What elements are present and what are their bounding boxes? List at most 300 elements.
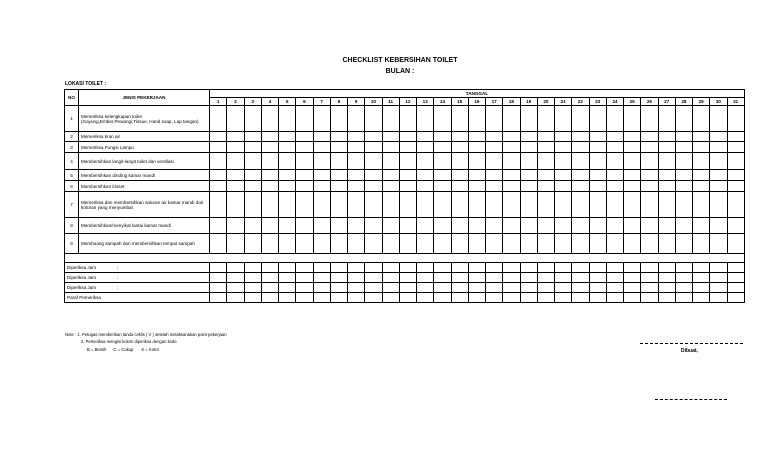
check-cell[interactable] <box>589 181 606 192</box>
check-cell[interactable] <box>382 142 399 153</box>
check-cell[interactable] <box>572 142 589 153</box>
check-cell[interactable] <box>261 142 278 153</box>
check-cell[interactable] <box>658 106 675 132</box>
check-cell[interactable] <box>365 153 382 170</box>
inspection-cell[interactable] <box>624 263 641 273</box>
inspection-cell[interactable] <box>227 273 244 283</box>
check-cell[interactable] <box>520 106 537 132</box>
check-cell[interactable] <box>348 181 365 192</box>
check-cell[interactable] <box>296 192 313 218</box>
inspection-cell[interactable] <box>624 273 641 283</box>
inspection-cell[interactable] <box>313 273 330 283</box>
check-cell[interactable] <box>313 106 330 132</box>
check-cell[interactable] <box>727 106 744 132</box>
check-cell[interactable] <box>572 218 589 234</box>
check-cell[interactable] <box>382 153 399 170</box>
check-cell[interactable] <box>520 181 537 192</box>
inspection-cell[interactable] <box>365 283 382 293</box>
check-cell[interactable] <box>675 106 692 132</box>
check-cell[interactable] <box>330 142 347 153</box>
check-cell[interactable] <box>210 170 227 181</box>
check-cell[interactable] <box>417 218 434 234</box>
check-cell[interactable] <box>641 153 658 170</box>
check-cell[interactable] <box>348 218 365 234</box>
check-cell[interactable] <box>572 106 589 132</box>
check-cell[interactable] <box>296 132 313 142</box>
check-cell[interactable] <box>520 142 537 153</box>
check-cell[interactable] <box>727 192 744 218</box>
check-cell[interactable] <box>503 234 520 254</box>
check-cell[interactable] <box>572 181 589 192</box>
check-cell[interactable] <box>417 142 434 153</box>
check-cell[interactable] <box>486 218 503 234</box>
check-cell[interactable] <box>503 218 520 234</box>
inspection-cell[interactable] <box>675 293 692 303</box>
inspection-cell[interactable] <box>313 293 330 303</box>
check-cell[interactable] <box>434 106 451 132</box>
check-cell[interactable] <box>658 153 675 170</box>
check-cell[interactable] <box>279 153 296 170</box>
check-cell[interactable] <box>382 170 399 181</box>
check-cell[interactable] <box>624 234 641 254</box>
check-cell[interactable] <box>624 106 641 132</box>
check-cell[interactable] <box>710 142 727 153</box>
check-cell[interactable] <box>727 218 744 234</box>
check-cell[interactable] <box>365 218 382 234</box>
check-cell[interactable] <box>348 170 365 181</box>
inspection-cell[interactable] <box>693 273 710 283</box>
check-cell[interactable] <box>710 234 727 254</box>
inspection-cell[interactable] <box>675 273 692 283</box>
check-cell[interactable] <box>710 218 727 234</box>
check-cell[interactable] <box>451 106 468 132</box>
inspection-cell[interactable] <box>279 293 296 303</box>
inspection-cell[interactable] <box>503 263 520 273</box>
check-cell[interactable] <box>520 192 537 218</box>
inspection-cell[interactable] <box>537 283 554 293</box>
inspection-cell[interactable] <box>537 273 554 283</box>
check-cell[interactable] <box>537 234 554 254</box>
check-cell[interactable] <box>296 153 313 170</box>
inspection-cell[interactable] <box>555 273 572 283</box>
inspection-cell[interactable] <box>658 273 675 283</box>
check-cell[interactable] <box>244 153 261 170</box>
check-cell[interactable] <box>520 170 537 181</box>
check-cell[interactable] <box>313 218 330 234</box>
check-cell[interactable] <box>624 192 641 218</box>
check-cell[interactable] <box>279 170 296 181</box>
inspection-cell[interactable] <box>572 283 589 293</box>
check-cell[interactable] <box>468 170 485 181</box>
inspection-cell[interactable] <box>641 283 658 293</box>
check-cell[interactable] <box>589 218 606 234</box>
check-cell[interactable] <box>451 142 468 153</box>
check-cell[interactable] <box>486 234 503 254</box>
check-cell[interactable] <box>279 106 296 132</box>
check-cell[interactable] <box>641 170 658 181</box>
check-cell[interactable] <box>451 218 468 234</box>
check-cell[interactable] <box>244 234 261 254</box>
inspection-cell[interactable] <box>503 273 520 283</box>
check-cell[interactable] <box>330 132 347 142</box>
check-cell[interactable] <box>451 192 468 218</box>
check-cell[interactable] <box>520 132 537 142</box>
inspection-cell[interactable] <box>330 273 347 283</box>
inspection-cell[interactable] <box>244 263 261 273</box>
check-cell[interactable] <box>210 218 227 234</box>
check-cell[interactable] <box>658 132 675 142</box>
inspection-cell[interactable] <box>365 263 382 273</box>
inspection-cell[interactable] <box>572 263 589 273</box>
inspection-cell[interactable] <box>710 273 727 283</box>
inspection-cell[interactable] <box>382 273 399 283</box>
check-cell[interactable] <box>675 181 692 192</box>
check-cell[interactable] <box>365 132 382 142</box>
check-cell[interactable] <box>365 170 382 181</box>
check-cell[interactable] <box>624 153 641 170</box>
check-cell[interactable] <box>227 106 244 132</box>
check-cell[interactable] <box>606 218 623 234</box>
check-cell[interactable] <box>244 218 261 234</box>
check-cell[interactable] <box>417 181 434 192</box>
check-cell[interactable] <box>279 132 296 142</box>
check-cell[interactable] <box>555 153 572 170</box>
inspection-cell[interactable] <box>434 273 451 283</box>
check-cell[interactable] <box>365 192 382 218</box>
check-cell[interactable] <box>399 106 416 132</box>
check-cell[interactable] <box>261 170 278 181</box>
check-cell[interactable] <box>313 170 330 181</box>
check-cell[interactable] <box>348 106 365 132</box>
inspection-cell[interactable] <box>606 263 623 273</box>
check-cell[interactable] <box>313 181 330 192</box>
inspection-cell[interactable] <box>606 283 623 293</box>
inspection-cell[interactable] <box>468 283 485 293</box>
inspection-cell[interactable] <box>727 273 744 283</box>
check-cell[interactable] <box>296 142 313 153</box>
inspection-cell[interactable] <box>244 283 261 293</box>
check-cell[interactable] <box>658 234 675 254</box>
inspection-cell[interactable] <box>641 273 658 283</box>
inspection-cell[interactable] <box>555 263 572 273</box>
check-cell[interactable] <box>382 181 399 192</box>
check-cell[interactable] <box>330 218 347 234</box>
check-cell[interactable] <box>693 218 710 234</box>
inspection-cell[interactable] <box>227 263 244 273</box>
check-cell[interactable] <box>417 132 434 142</box>
check-cell[interactable] <box>710 106 727 132</box>
check-cell[interactable] <box>261 132 278 142</box>
inspection-cell[interactable] <box>503 283 520 293</box>
inspection-cell[interactable] <box>520 263 537 273</box>
check-cell[interactable] <box>486 192 503 218</box>
inspection-cell[interactable] <box>261 263 278 273</box>
inspection-cell[interactable] <box>348 273 365 283</box>
check-cell[interactable] <box>434 132 451 142</box>
check-cell[interactable] <box>348 234 365 254</box>
check-cell[interactable] <box>555 142 572 153</box>
inspection-cell[interactable] <box>727 293 744 303</box>
check-cell[interactable] <box>693 181 710 192</box>
check-cell[interactable] <box>417 106 434 132</box>
check-cell[interactable] <box>624 181 641 192</box>
check-cell[interactable] <box>296 106 313 132</box>
check-cell[interactable] <box>641 181 658 192</box>
check-cell[interactable] <box>399 181 416 192</box>
check-cell[interactable] <box>434 153 451 170</box>
check-cell[interactable] <box>658 192 675 218</box>
check-cell[interactable] <box>503 153 520 170</box>
check-cell[interactable] <box>279 192 296 218</box>
inspection-cell[interactable] <box>572 273 589 283</box>
inspection-cell[interactable] <box>675 283 692 293</box>
check-cell[interactable] <box>382 192 399 218</box>
check-cell[interactable] <box>486 153 503 170</box>
inspection-cell[interactable] <box>296 293 313 303</box>
inspection-cell[interactable] <box>486 263 503 273</box>
check-cell[interactable] <box>244 192 261 218</box>
check-cell[interactable] <box>261 192 278 218</box>
check-cell[interactable] <box>365 181 382 192</box>
check-cell[interactable] <box>434 142 451 153</box>
check-cell[interactable] <box>261 218 278 234</box>
check-cell[interactable] <box>227 181 244 192</box>
check-cell[interactable] <box>537 170 554 181</box>
inspection-cell[interactable] <box>417 263 434 273</box>
check-cell[interactable] <box>710 153 727 170</box>
inspection-cell[interactable] <box>710 263 727 273</box>
check-cell[interactable] <box>624 142 641 153</box>
inspection-cell[interactable] <box>330 293 347 303</box>
check-cell[interactable] <box>227 192 244 218</box>
check-cell[interactable] <box>606 181 623 192</box>
inspection-cell[interactable] <box>330 283 347 293</box>
check-cell[interactable] <box>227 218 244 234</box>
inspection-cell[interactable] <box>244 293 261 303</box>
check-cell[interactable] <box>296 218 313 234</box>
check-cell[interactable] <box>555 181 572 192</box>
check-cell[interactable] <box>468 192 485 218</box>
check-cell[interactable] <box>503 170 520 181</box>
check-cell[interactable] <box>486 132 503 142</box>
inspection-cell[interactable] <box>451 273 468 283</box>
check-cell[interactable] <box>434 234 451 254</box>
inspection-cell[interactable] <box>434 293 451 303</box>
inspection-cell[interactable] <box>313 263 330 273</box>
check-cell[interactable] <box>486 106 503 132</box>
check-cell[interactable] <box>313 132 330 142</box>
inspection-cell[interactable] <box>555 283 572 293</box>
check-cell[interactable] <box>589 192 606 218</box>
check-cell[interactable] <box>710 192 727 218</box>
check-cell[interactable] <box>313 234 330 254</box>
check-cell[interactable] <box>417 153 434 170</box>
check-cell[interactable] <box>675 218 692 234</box>
check-cell[interactable] <box>348 132 365 142</box>
check-cell[interactable] <box>693 142 710 153</box>
inspection-cell[interactable] <box>365 273 382 283</box>
check-cell[interactable] <box>210 234 227 254</box>
check-cell[interactable] <box>244 181 261 192</box>
check-cell[interactable] <box>365 142 382 153</box>
inspection-cell[interactable] <box>589 283 606 293</box>
check-cell[interactable] <box>606 153 623 170</box>
check-cell[interactable] <box>589 106 606 132</box>
check-cell[interactable] <box>468 106 485 132</box>
inspection-cell[interactable] <box>399 263 416 273</box>
check-cell[interactable] <box>330 170 347 181</box>
inspection-cell[interactable] <box>210 293 227 303</box>
inspection-cell[interactable] <box>693 263 710 273</box>
inspection-cell[interactable] <box>348 263 365 273</box>
inspection-cell[interactable] <box>537 293 554 303</box>
check-cell[interactable] <box>486 170 503 181</box>
check-cell[interactable] <box>693 192 710 218</box>
check-cell[interactable] <box>261 234 278 254</box>
inspection-cell[interactable] <box>244 273 261 283</box>
check-cell[interactable] <box>589 142 606 153</box>
inspection-cell[interactable] <box>434 283 451 293</box>
inspection-cell[interactable] <box>658 263 675 273</box>
check-cell[interactable] <box>382 106 399 132</box>
inspection-cell[interactable] <box>468 263 485 273</box>
inspection-cell[interactable] <box>589 273 606 283</box>
check-cell[interactable] <box>468 142 485 153</box>
check-cell[interactable] <box>486 181 503 192</box>
check-cell[interactable] <box>555 192 572 218</box>
check-cell[interactable] <box>641 106 658 132</box>
inspection-cell[interactable] <box>520 293 537 303</box>
check-cell[interactable] <box>227 142 244 153</box>
check-cell[interactable] <box>210 142 227 153</box>
check-cell[interactable] <box>365 106 382 132</box>
check-cell[interactable] <box>330 106 347 132</box>
check-cell[interactable] <box>296 170 313 181</box>
check-cell[interactable] <box>330 234 347 254</box>
inspection-cell[interactable] <box>658 293 675 303</box>
check-cell[interactable] <box>606 132 623 142</box>
check-cell[interactable] <box>210 181 227 192</box>
check-cell[interactable] <box>451 132 468 142</box>
inspection-cell[interactable] <box>399 273 416 283</box>
check-cell[interactable] <box>313 142 330 153</box>
check-cell[interactable] <box>244 142 261 153</box>
check-cell[interactable] <box>675 170 692 181</box>
check-cell[interactable] <box>555 170 572 181</box>
inspection-cell[interactable] <box>296 273 313 283</box>
check-cell[interactable] <box>537 181 554 192</box>
check-cell[interactable] <box>210 132 227 142</box>
check-cell[interactable] <box>675 153 692 170</box>
inspection-cell[interactable] <box>486 293 503 303</box>
check-cell[interactable] <box>624 132 641 142</box>
check-cell[interactable] <box>348 142 365 153</box>
check-cell[interactable] <box>468 132 485 142</box>
check-cell[interactable] <box>710 181 727 192</box>
check-cell[interactable] <box>503 106 520 132</box>
inspection-cell[interactable] <box>382 283 399 293</box>
check-cell[interactable] <box>210 153 227 170</box>
check-cell[interactable] <box>693 234 710 254</box>
check-cell[interactable] <box>641 142 658 153</box>
check-cell[interactable] <box>727 234 744 254</box>
check-cell[interactable] <box>279 234 296 254</box>
inspection-cell[interactable] <box>537 263 554 273</box>
check-cell[interactable] <box>572 153 589 170</box>
check-cell[interactable] <box>572 192 589 218</box>
check-cell[interactable] <box>555 234 572 254</box>
inspection-cell[interactable] <box>330 263 347 273</box>
inspection-cell[interactable] <box>296 283 313 293</box>
check-cell[interactable] <box>468 218 485 234</box>
inspection-cell[interactable] <box>296 263 313 273</box>
check-cell[interactable] <box>451 234 468 254</box>
check-cell[interactable] <box>520 234 537 254</box>
check-cell[interactable] <box>503 132 520 142</box>
check-cell[interactable] <box>468 153 485 170</box>
inspection-cell[interactable] <box>210 273 227 283</box>
inspection-cell[interactable] <box>693 293 710 303</box>
check-cell[interactable] <box>330 181 347 192</box>
inspection-cell[interactable] <box>624 293 641 303</box>
check-cell[interactable] <box>261 106 278 132</box>
check-cell[interactable] <box>606 170 623 181</box>
check-cell[interactable] <box>503 192 520 218</box>
check-cell[interactable] <box>227 153 244 170</box>
check-cell[interactable] <box>589 132 606 142</box>
inspection-cell[interactable] <box>727 263 744 273</box>
check-cell[interactable] <box>624 170 641 181</box>
inspection-cell[interactable] <box>279 273 296 283</box>
inspection-cell[interactable] <box>641 263 658 273</box>
check-cell[interactable] <box>261 181 278 192</box>
check-cell[interactable] <box>727 181 744 192</box>
check-cell[interactable] <box>451 170 468 181</box>
check-cell[interactable] <box>537 153 554 170</box>
check-cell[interactable] <box>210 106 227 132</box>
inspection-cell[interactable] <box>261 283 278 293</box>
check-cell[interactable] <box>641 218 658 234</box>
check-cell[interactable] <box>468 181 485 192</box>
inspection-cell[interactable] <box>451 263 468 273</box>
inspection-cell[interactable] <box>486 273 503 283</box>
inspection-cell[interactable] <box>434 263 451 273</box>
inspection-cell[interactable] <box>675 263 692 273</box>
check-cell[interactable] <box>227 132 244 142</box>
inspection-cell[interactable] <box>589 263 606 273</box>
inspection-cell[interactable] <box>520 283 537 293</box>
inspection-cell[interactable] <box>399 283 416 293</box>
check-cell[interactable] <box>399 170 416 181</box>
inspection-cell[interactable] <box>658 283 675 293</box>
inspection-cell[interactable] <box>589 293 606 303</box>
inspection-cell[interactable] <box>417 273 434 283</box>
inspection-cell[interactable] <box>606 293 623 303</box>
check-cell[interactable] <box>382 234 399 254</box>
check-cell[interactable] <box>693 170 710 181</box>
inspection-cell[interactable] <box>468 273 485 283</box>
check-cell[interactable] <box>296 234 313 254</box>
inspection-cell[interactable] <box>313 283 330 293</box>
check-cell[interactable] <box>675 192 692 218</box>
check-cell[interactable] <box>693 153 710 170</box>
check-cell[interactable] <box>658 170 675 181</box>
check-cell[interactable] <box>486 142 503 153</box>
inspection-cell[interactable] <box>210 283 227 293</box>
check-cell[interactable] <box>537 192 554 218</box>
check-cell[interactable] <box>658 142 675 153</box>
check-cell[interactable] <box>658 218 675 234</box>
